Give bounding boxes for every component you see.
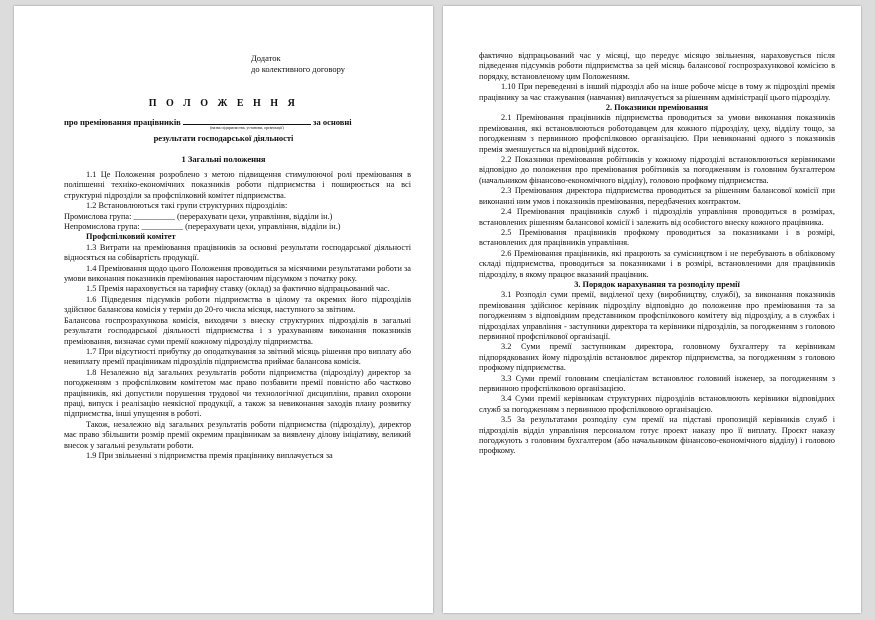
paragraph: 1.5 Премія нараховується на тарифну ставку (оклад) за фактично відпрацьований час. (86, 284, 390, 294)
document-page-right (443, 6, 861, 613)
paragraph: 3.3 Суми премії головним спеціалістам встановлює головний інженер, за погодженням з первинною профспілковою організацією. (479, 373, 835, 393)
right-body (479, 51, 835, 457)
paragraph: 1.2 Встановлюються такі групи структурних підрозділів: (86, 201, 288, 211)
paragraph: 2.6 Преміювання працівників, які працюють за сумісництвом і не перебувають в обліковому складі підприємства, проводиться за показниками і в розмірі, встановленими для працівників підрозділу, в якому працює вказаний працівник. (479, 248, 835, 279)
document-subtitle (64, 116, 411, 130)
paragraph: 2.2 Показники преміювання робітників у кожному підрозділі встановлюються керівниками відповідно до положення про преміювання робітників за погодженням із головним бухгалтером (начальником фінансово-економічного відділу), головою профкому підприємства. (479, 155, 835, 185)
paragraph: 1.6 Підведення підсумків роботи підприємства в цілому та окремих його підрозділів здійснює балансова комісія у термін до 20-го числа місяця, наступного за звітним. (64, 294, 411, 315)
addendum-reference: до колективного договору (251, 64, 345, 74)
section-heading-3: 3. Порядок нарахування та розподілу премії (574, 279, 740, 289)
paragraph: 1.10 При переведенні в інший підрозділ або на інше робоче місце в тому ж підрозділі премія працівнику за час стажування (навчання) виплачується за рішенням адміністрації цього підрозділу. (479, 82, 835, 102)
paragraph: 1.7 При відсутності прибутку до оподаткування за звітний місяць рішення про виплату або невиплату премії працівникам підрозділів підприємства приймає балансова комісія. (64, 346, 411, 367)
section-heading-1: 1 Загальні положення (181, 154, 266, 164)
blank-hint: (назва підприємства, установи, організації) (210, 125, 284, 130)
paragraph: 1.8 Незалежно від загальних результатів роботи підприємства (підрозділу) директор за погодженням з профспілковим комітетом має право позбавити премії повністю або частково працівників, які допустили порушення трудової чи технологічної дисципліни, правил охорони праці, випуск і реалізацію неякісної продукції, а також за невиконання заходів плану розвитку підприємства, інші упущення в роботі. (64, 367, 411, 419)
paragraph: фактично відпрацьований час у місяці, що передує місяцю звільнення, нараховується після підведення підсумків роботи підприємства за цей місяць балансової госпрозрахункової комісією в порядку, встановленому цим Положенням. (479, 51, 835, 81)
section-heading-2: 2. Показники преміювання (605, 103, 709, 113)
addendum-label: Додаток (251, 53, 281, 63)
paragraph: 3.2 Суми премії заступникам директора, головному бухгалтеру та керівникам підпорядкованих йому підрозділів встановлює директор підприємства, за погодженням з головою профкому підприємства. (479, 342, 835, 373)
paragraph: Непромислова група: __________ (перерахувати цехи, управління, відділи ін.) (64, 222, 341, 232)
paragraph: 3.1 Розподіл суми премії, виділеної цеху (виробництву, службі), за виконання показників преміювання здійснює керівник підрозділу відповідно до положення про преміювання та за погодженням з відповідним представником профспілкового комітету від підрозділу, а в службах і підрозділах управління - заступники директора та керівники підрозділів, за погодженням з головою первинної профспілкової організації. (479, 290, 835, 341)
paragraph: 3.4 Суми премії керівникам структурних підрозділів встановлюють керівники відповідних служб за погодженням з первинною профспілковою організацією. (479, 394, 835, 414)
addendum-header (251, 53, 345, 75)
paragraph: 1.1 Це Положення розроблено з метою підвищення стимулюючої ролі преміювання в поліпшенні техніко-економічних показників роботи підприємства і поширюється на всі структурні підрозділи за профспілковий комітет підприємства. (64, 170, 411, 200)
document-title: П О Л О Ж Е Н Н Я (148, 98, 299, 109)
paragraph: Також, незалежно від загальних результатів роботи підприємства (підрозділу), директор має право збільшити розмір премії окремим працівникам за виявлену ділову ініціативу, великий внесок у загальні результати роботи. (64, 419, 411, 450)
left-body (64, 170, 411, 461)
subtitle-part-b: за основні (313, 117, 352, 127)
paragraph: 1.9 При звільненні з підприємства премія працівнику виплачується за (86, 450, 333, 460)
paragraph: 1.3 Витрати на преміювання працівників за основні результати господарської діяльності відносяться на собівартість продукції. (64, 242, 411, 263)
paragraph-heading: Профспілковий комітет (86, 232, 176, 242)
paragraph: 2.1 Преміювання працівників підприємства проводиться за умови виконання показників преміювання, які встановлюються роботодавцем для кожного підрозділу, цеху, відділу тощо, за погодженням з первинною профспілковою організацією. При невиконанні одного з показників премія зменшується на відповідний відсоток. (479, 113, 835, 154)
paragraph: Промислова група: __________ (перерахувати цехи, управління, відділи ін.) (64, 211, 333, 221)
paragraph: Балансова госпрозрахункова комісія, виходячи з внеску структурних підрозділів в загальні результати господарської діяльності підприємства і з урахуванням виконання показників преміювання, визначає суми премії кожному підрозділу підприємства. (64, 315, 411, 346)
paragraph: 2.5 Преміювання працівників профкому проводиться за показниками і в розмірі, встановлених для працівників управління. (479, 227, 835, 248)
document-subtitle-line2: результати господарської діяльності (153, 133, 294, 143)
paragraph: 2.4 Преміювання працівників служб і підрозділів управління проводиться в розмірах, встановлених рішенням балансової комісії і залежить від особистого внеску кожного працівника. (479, 207, 835, 227)
subtitle-part-a: про преміювання працівників (64, 117, 181, 127)
organization-name-blank (183, 116, 311, 130)
paragraph: 1.4 Преміювання щодо цього Положення проводиться за місячними результатами роботи за умови виконання показників преміювання наростаючим підсумком з початку року. (64, 263, 411, 284)
paragraph: 3.5 За результатами розподілу сум премії на підставі пропозицій керівників служб і підрозділів відділ управління персоналом готує проект наказу про її виплату. Проєкт наказу погоджують з головним бухгалтером (або начальником фінансово-економічного відділу) і головою профкому. (479, 415, 835, 456)
document-page-left (14, 6, 433, 613)
paragraph: 2.3 Преміювання директора підприємства проводиться за рішенням балансової комісії при виконанні ним умов і показників преміювання, передбачених контрактом. (479, 186, 835, 206)
